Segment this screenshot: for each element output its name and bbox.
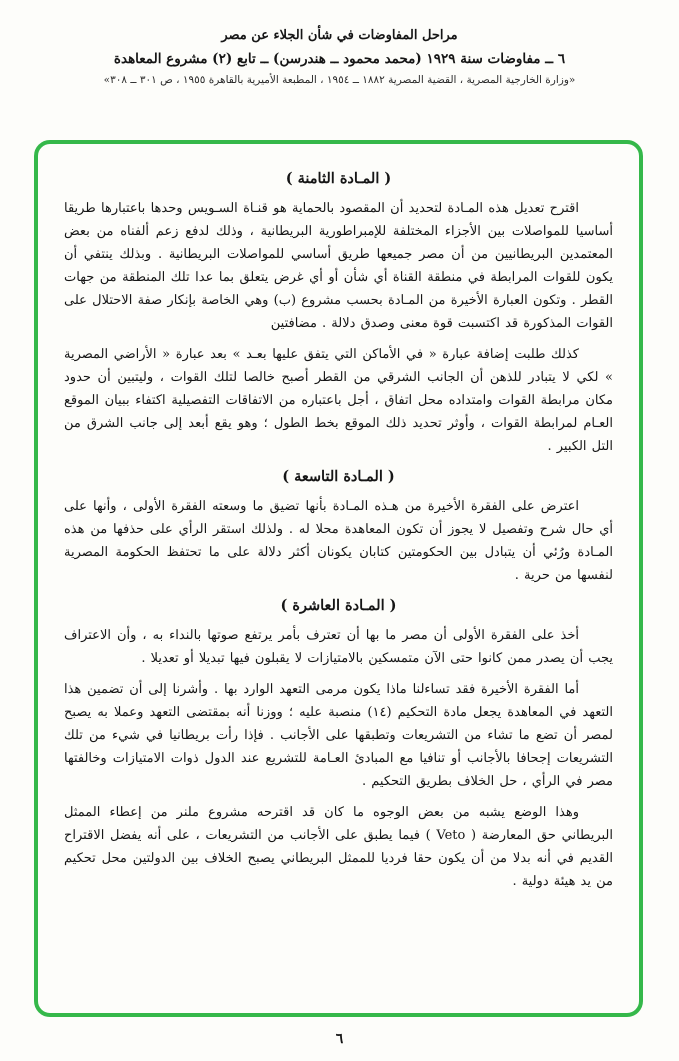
paragraph: أخذ على الفقرة الأولى أن مصر ما بها أن تعترف بأمر يرتفع صوتها بالنداء به ، وأن الاعتراف يجب أن يصدر ممن كانوا حتى الآن متمسكين بالامتيازات لا يقبلون فيها تبديلا أو تعديلا . — [64, 628, 613, 666]
document-subtitle: ٦ ــ مفاوضات سنة ١٩٢٩ (محمد محمود ــ هندرسن) ــ تابع (٢) مشروع المعاهدة — [113, 51, 566, 67]
section-heading-article-10: ( المـادة العاشرة ) — [280, 597, 397, 614]
document-source-line: «وزارة الخارجية المصرية ، القضية المصرية ١٨٨٢ ــ ١٩٥٤ ، المطبعة الأميرية بالقاهرة ١٩٥٥ ، ص ٣٠١ ــ ٣٠٨» — [103, 74, 576, 86]
content-frame — [34, 140, 643, 1017]
section-heading-article-9: ( المـادة التاسعة ) — [282, 468, 395, 485]
section-heading-article-8: ( المـادة الثامنة ) — [285, 170, 392, 187]
document-header — [0, 0, 679, 86]
paragraph: وهذا الوضع يشبه من بعض الوجوه ما كان قد اقترحه مشروع ملنر من إعطاء الممثل البريطاني حق المعارضة ( Veto ) فيما يطبق على الأجانب من التشريعات ، على أنه يفضل الاقتراح القديم في أنه بدلا من أن يكون حقا فرديا للممثل البريطاني يصبح الخلاف بين الدولتين محل تحكيم من يد هيئة دولية . — [64, 805, 613, 889]
paragraph: أما الفقرة الأخيرة فقد تساءلنا ماذا يكون مرمى التعهد الوارد بها . وأشرنا إلى أن تضمين هذا التعهد في المعاهدة يجعل مادة التحكيم (١٤) منصبة عليه ؛ ووزنا أنه بمقتضى التعهد وعملا به يصبح لمصر أن تضع ما تشاء من التشريعات وتطبقها على الأجانب . فإذا رأت بريطانيا في شيء من تلك التشريعات إجحافا بالأجانب أو تنافيا مع المبادئ العـامة للتشريع عند الدول ذوات الامتيازات وخالفتها مصر في الرأي ، حل الخلاف بطريق التحكيم . — [64, 682, 613, 789]
paragraph: كذلك طلبت إضافة عبارة « في الأماكن التي يتفق عليها بعـد » بعد عبارة « الأراضي المصرية » لكي لا يتبادر للذهن أن الجانب الشرقي من القطر أصبح خالصا لتلك القوات ، وليتبين أن حدود مكان مرابطة القوات وامتداده محل اتفاق ، أجل باعتباره من الاتفاقات التفصيلية اكتفاء ببيان الموقع العـام لمرابطة القوات ، وأوثر تحديد ذلك الموقع بخط الطول ؛ وهو يقع أبعد إلى جانب الشرق من التل الكبير . — [64, 347, 613, 454]
paragraph: اقترح تعديل هذه المـادة لتحديد أن المقصود بالحماية هو قنـاة السـويس وحدها باعتبارها طريقا أساسيا للمواصلات بين الأجزاء المختلفة للإمبراطورية البريطانية ، وذلك لدفع زعم ألفناه من بعض المعتمدين البريطانيين من أن مصر جميعها طريق أساسي للمواصلات البريطانية . وبذلك ينتفي أن يكون للقوات المرابطة في منطقة القناة أي شأن أو أي غرض يتعلق بما عدا تلك المنطقة من جهات القطر . وتكون العبارة الأخيرة من المـادة بحسب مشروع (ب) وهي الخاصة بإنكار صفة الاحتلال على القوات المذكورة قد اكتسبت قوة معنى وصدق دلالة . مضافتين — [64, 201, 613, 331]
document-title: مراحل المفاوضات في شأن الجلاء عن مصر — [221, 28, 458, 43]
paragraph: اعترض على الفقرة الأخيرة من هـذه المـادة بأنها تضيق ما وسعته الفقرة الأولى ، وأنها على أي حال شرح وتفصيل لا يجوز أن تكون المعاهدة محلا له . ولذلك استقر الرأي على حذفها من هذه المـادة ورُئي أن يتبادل بين الحكومتين كتابان يكونان أكثر دلالة على ما تحتفظ الحكومة المصرية لنفسها من حرية . — [64, 499, 613, 583]
page-number: ٦ — [335, 1031, 344, 1047]
